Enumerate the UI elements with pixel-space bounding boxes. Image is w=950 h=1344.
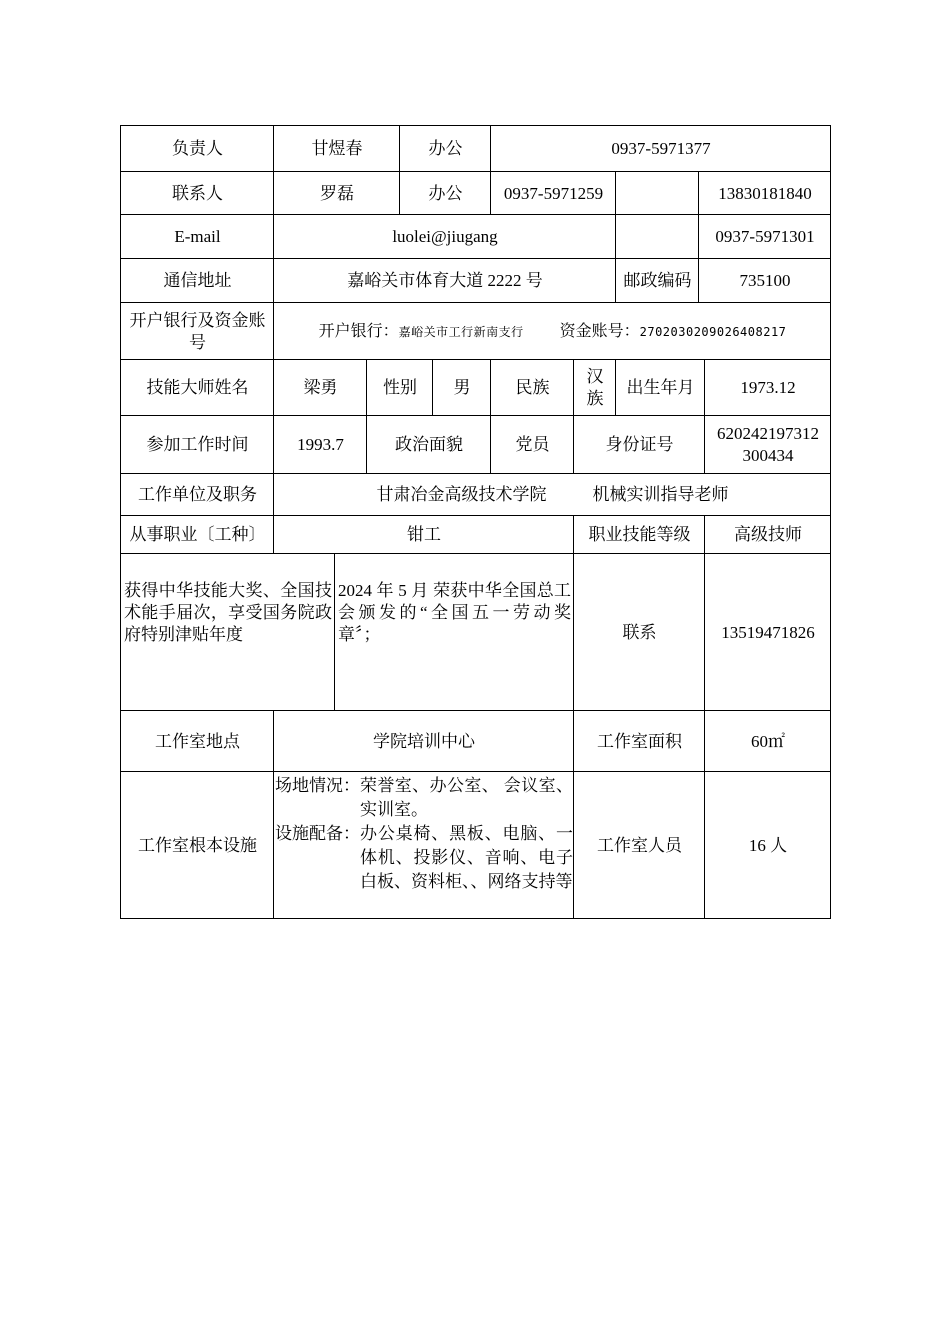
cell-gender-label: 性别	[366, 359, 433, 416]
bank-label: 开户银行：	[318, 322, 399, 340]
cell-address-label: 通信地址	[120, 258, 274, 303]
cell-awards: 2024 年 5 月 荣获中华全国总工会颁发的“全国五一劳动奖章〞；	[334, 553, 574, 711]
cell-id-label: 身份证号	[573, 415, 705, 474]
account-label: 资金账号：	[559, 322, 640, 340]
cell-occupation-label: 从事职业〔工种〕	[120, 515, 274, 554]
equip-value: 办公桌椅、黑板、电脑、一体机、投影仪、音响、电子白板、资料柜、、网络支持等	[360, 824, 573, 891]
cell-address: 嘉峪关市体育大道 2222 号	[273, 258, 616, 303]
cell-contact-mobile-label	[615, 171, 699, 215]
cell-contact-office-label: 办公	[399, 171, 491, 215]
cell-workstart-label: 参加工作时间	[120, 415, 274, 474]
table-border-right	[830, 125, 831, 919]
cell-awards-contact: 13519471826	[704, 553, 831, 711]
table-border-bottom	[120, 918, 831, 919]
cell-birth-label: 出生年月	[615, 359, 705, 416]
cell-workstart: 1993.7	[273, 415, 367, 474]
cell-contact-office-phone: 0937-5971259	[490, 171, 616, 215]
cell-area-label: 工作室面积	[573, 710, 705, 772]
cell-leader-name: 甘煜春	[273, 125, 400, 172]
facilities-text	[275, 774, 573, 894]
cell-contact-mobile: 13830181840	[698, 171, 831, 215]
cell-leader-office-phone: 0937-5971377	[490, 125, 831, 172]
cell-bank-label: 开户银行及资金账号	[120, 302, 274, 360]
cell-birth: 1973.12	[704, 359, 831, 416]
cell-bank-account	[273, 302, 831, 360]
cell-awards-contact-label: 联系	[573, 553, 705, 711]
cell-contact-label: 联系人	[120, 171, 274, 215]
cell-contact-name: 罗磊	[273, 171, 400, 215]
cell-email-label: E-mail	[120, 214, 274, 259]
cell-facilities-label: 工作室根本设施	[120, 771, 274, 919]
unit-name: 甘肃冶金高级技术学院	[376, 485, 547, 504]
cell-occupation: 钳工	[273, 515, 574, 554]
cell-unit-label: 工作单位及职务	[120, 473, 274, 516]
site-value: 荣誉室、办公室、 会议室、实训室。	[360, 776, 573, 819]
cell-leader-label: 负责人	[120, 125, 274, 172]
cell-id-number: 620242197312300434	[704, 415, 831, 474]
cell-staff: 16 人	[704, 771, 831, 919]
account-number: 2702030209026408217	[639, 324, 787, 339]
cell-ethnic: 汉族	[573, 359, 616, 416]
cell-awards-label: 获得中华技能大奖、全国技术能手届次，享受国务院政府特别津贴年度	[120, 553, 335, 711]
cell-unit	[273, 473, 831, 516]
cell-gender: 男	[432, 359, 491, 416]
cell-postcode: 735100	[698, 258, 831, 303]
cell-fax: 0937-5971301	[698, 214, 831, 259]
equip-label: 设施配备：	[275, 824, 360, 843]
cell-postcode-label: 邮政编码	[615, 258, 699, 303]
cell-staff-label: 工作室人员	[573, 771, 705, 919]
unit-position: 机械实训指导老师	[592, 485, 729, 504]
cell-master-name: 梁勇	[273, 359, 367, 416]
cell-location-label: 工作室地点	[120, 710, 274, 772]
cell-master-label: 技能大师姓名	[120, 359, 274, 416]
site-label: 场地情况：	[275, 776, 360, 795]
bank-name: 嘉峪关市工行新南支行	[398, 324, 524, 339]
cell-email: luolei@jiugang	[273, 214, 616, 259]
cell-level: 高级技师	[704, 515, 831, 554]
cell-level-label: 职业技能等级	[573, 515, 705, 554]
cell-area: 60㎡	[704, 710, 831, 772]
cell-fax-label	[615, 214, 699, 259]
cell-leader-office-label: 办公	[399, 125, 491, 172]
cell-location: 学院培训中心	[273, 710, 574, 772]
cell-ethnic-label: 民族	[490, 359, 574, 416]
cell-political: 党员	[490, 415, 574, 474]
cell-political-label: 政治面貌	[366, 415, 491, 474]
